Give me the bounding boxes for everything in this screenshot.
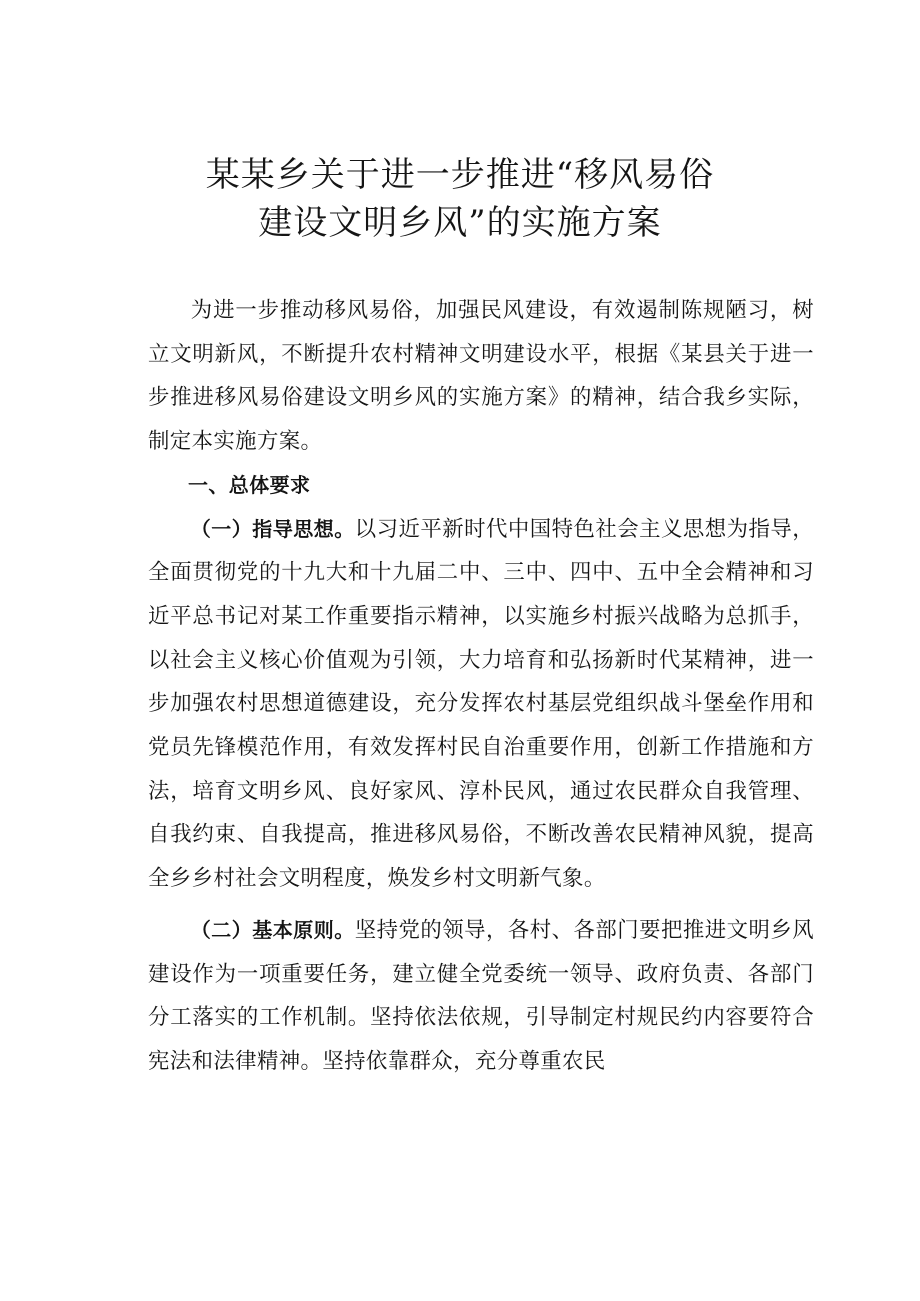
intro-paragraph: 为进一步推动移风易俗，加强民风建设，有效遏制陈规陋习，树立文明新风，不断提升农村精神文明建设水平，根据《某县关于进一步推进移风易俗建设文明乡风的实施方案》的精神，结合我乡实际，制定本实施方案。 <box>148 298 814 455</box>
item-text-basic-principles: 坚持党的领导，各村、各部门要把推进文明乡风建设作为一项重要任务，建立健全党委统一领导、政府负责、各部门分工落实的工作机制。坚持依法依规，引导制定村规民约内容要符合宪法和法律精神。坚持依靠群众，充分尊重农民 <box>148 917 814 1074</box>
document-title-line-2: 建设文明乡风”的实施方案 <box>258 203 662 243</box>
document-title-line-1: 某某乡关于进一步推进“移风易俗 <box>205 155 715 195</box>
item-label-basic-principles: （二）基本原则。 <box>190 917 355 942</box>
section-heading-general-requirements: 一、总体要求 <box>188 472 311 497</box>
document-body <box>148 289 814 1084</box>
item-text-guiding-ideology: 以习近平新时代中国特色社会主义思想为指导，全面贯彻党的十九大和十九届二中、三中、四中、五中全会精神和习近平总书记对某工作重要指示精神，以实施乡村振兴战略为总抓手，以社会主义核心价值观为引领，大力培育和弘扬新时代某精神，进一步加强农村思想道德建设，充分发挥农村基层党组织战斗堡垒作用和党员先锋模范作用，有效发挥村民自治重要作用，创新工作措施和方法，培育文明乡风、良好家风、淳朴民风，通过农民群众自我管理、自我约束、自我提高，推进移风易俗，不断改善农民精神风貌，提高全乡乡村社会文明程度，焕发乡村文明新气象。 <box>148 516 814 892</box>
paragraph-guiding-ideology <box>148 508 814 901</box>
paragraph-basic-principles <box>148 909 814 1084</box>
item-label-guiding-ideology: （一）指导思想。 <box>190 516 355 541</box>
